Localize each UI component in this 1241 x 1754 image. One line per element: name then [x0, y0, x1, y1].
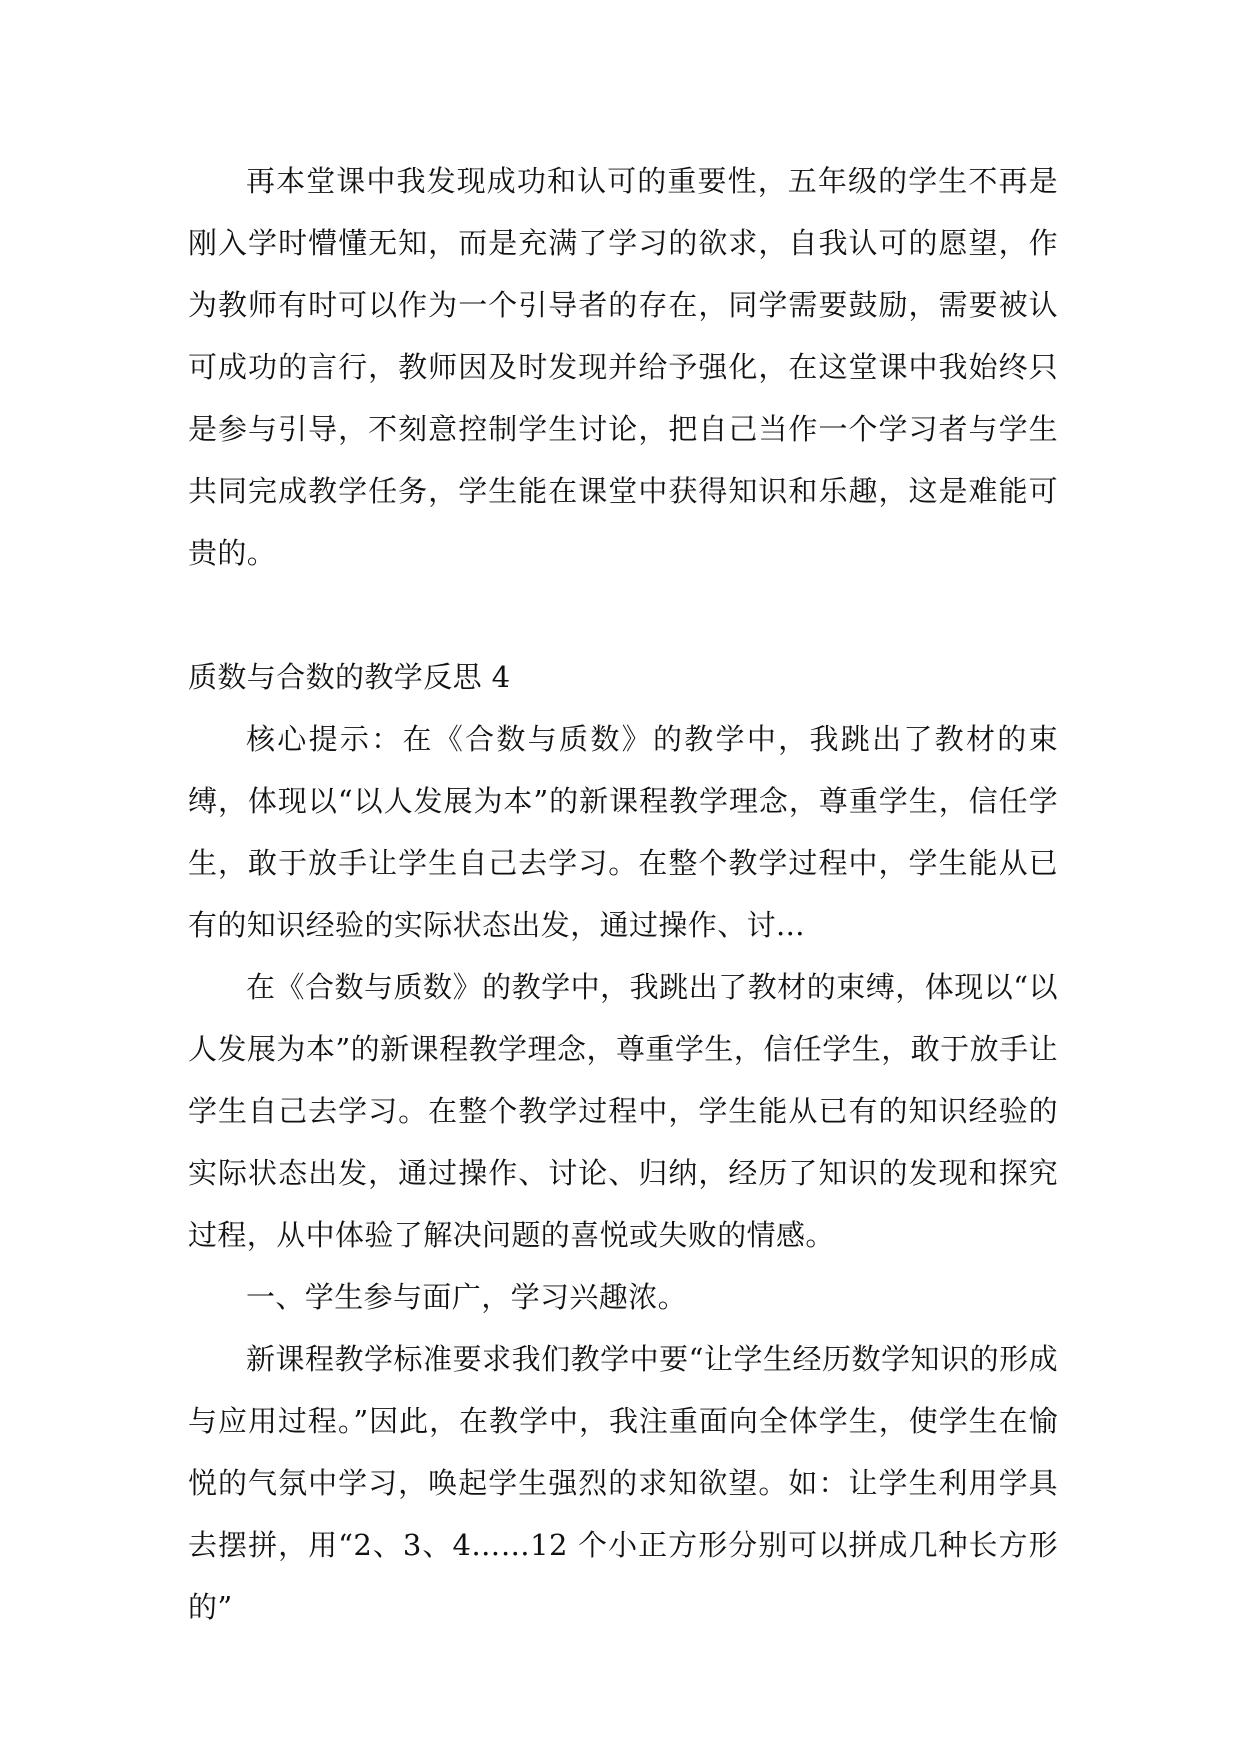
paragraph-curriculum-standard: 新课程教学标准要求我们教学中要“让学生经历数学知识的形成与应用过程。”因此，在教学中，我注重面向全体学生，使学生在愉悦的气氛中学习，唤起学生强烈的求知欲望。如：让学生利用学具去摆拼，用“2、3、4……12 个小正方形分别可以拼成几种长方形的” — [188, 1342, 1058, 1624]
paragraph-teaching-overview: 在《合数与质数》的教学中，我跳出了教材的束缚，体现以“以人发展为本”的新课程教学理念，尊重学生，信任学生，敢于放手让学生自己去学习。在整个教学过程中，学生能从已有的知识经验的实际状态出发，通过操作、讨论、归纳，经历了知识的发现和探究过程，从中体验了解决问题的喜悦或失败的情感。 — [188, 970, 1058, 1252]
document-page — [188, 150, 1058, 1638]
section-title: 质数与合数的教学反思 4 — [188, 660, 511, 694]
paragraph-core-tip: 核心提示：在《合数与质数》的教学中，我跳出了教材的束缚，体现以“以人发展为本”的新课程教学理念，尊重学生，信任学生，敢于放手让学生自己去学习。在整个教学过程中，学生能从已有的知识经验的实际状态出发，通过操作、讨... — [188, 722, 1058, 942]
paragraph-heading-one: 一、学生参与面广，学习兴趣浓。 — [246, 1280, 688, 1314]
paragraph-reflection-summary: 再本堂课中我发现成功和认可的重要性，五年级的学生不再是刚入学时懵懂无知，而是充满了学习的欲求，自我认可的愿望，作为教师有时可以作为一个引导者的存在，同学需要鼓励，需要被认可成功的言行，教师因及时发现并给予强化，在这堂课中我始终只是参与引导，不刻意控制学生讨论，把自己当作一个学习者与学生共同完成教学任务，学生能在课堂中获得知识和乐趣，这是难能可贵的。 — [188, 164, 1058, 570]
